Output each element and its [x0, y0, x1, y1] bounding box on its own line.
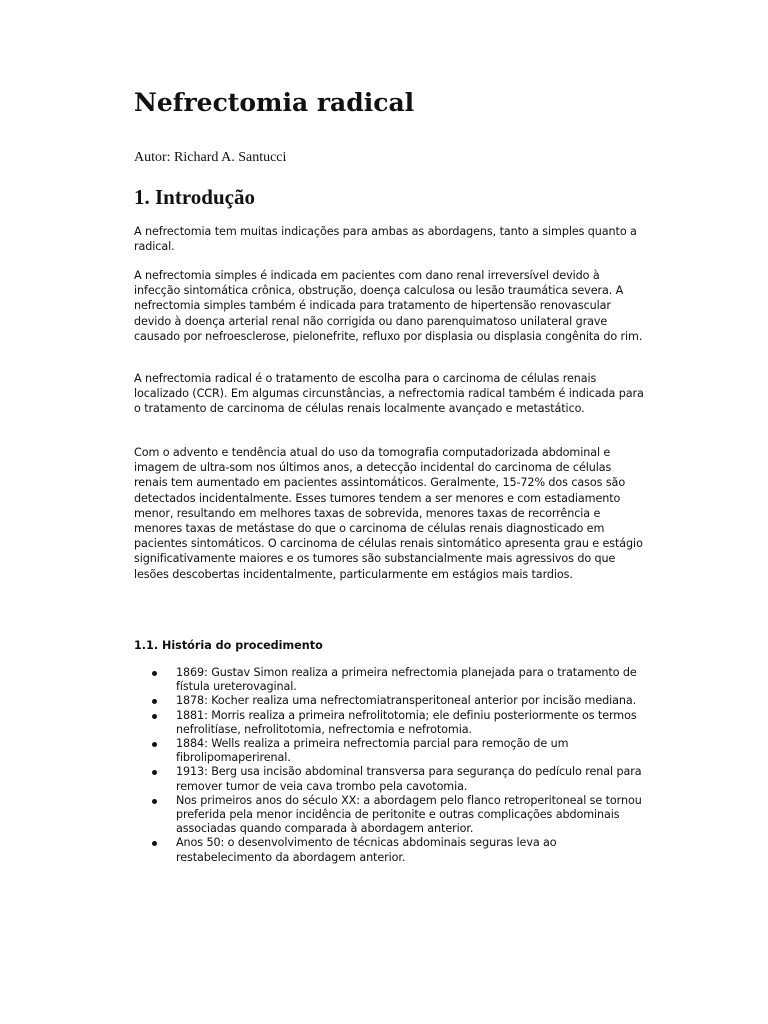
subsection-heading-historia: 1.1. História do procedimento: [134, 639, 323, 652]
author-line: Autor: Richard A. Santucci: [134, 150, 287, 165]
list-item: [134, 765, 644, 793]
bullet-icon: [152, 841, 157, 846]
list-item: [134, 737, 644, 765]
paragraph-indicacoes: A nefrectomia tem muitas indicações para ambas as abordagens, tanto a simples quanto a radical.: [134, 225, 637, 254]
list-item: [134, 709, 644, 737]
list-item: [134, 694, 644, 708]
bullet-icon: [152, 742, 157, 747]
list-item-text: 1913: Berg usa incisão abdominal transversa para segurança do pedículo renal para remover tumor de veia cava trombo pela cavotomia.: [176, 765, 642, 793]
section-heading-introducao: 1. Introdução: [134, 185, 255, 209]
paragraph-deteccao-incidental: Com o advento e tendência atual do uso da tomografia computadorizada abdominal e imagem de ultra-som nos últimos anos, a detecção incidental do carcinoma de células renais tem aumentado em pacientes assintomáticos. Geralmente, 15-72% dos casos são detectados incidentalmente. Esses tumores tendem a ser menores e com estadiamento menor, resultando em melhores taxas de sobrevida, menores taxas de recorrência e menores taxas de metástase do que o carcinoma de células renais diagnosticado em pacientes sintomáticos. O carcinoma de células renais sintomático apresenta grau e estágio significativamente maiores e os tumores são substancialmente mais agressivos do que lesões descobertas incidentalmente, particularmente em estágios mais tardios.: [134, 446, 643, 581]
bullet-icon: [152, 714, 157, 719]
list-item-text: 1878: Kocher realiza uma nefrectomiatransperitoneal anterior por incisão mediana.: [176, 694, 637, 708]
list-item: [134, 794, 644, 837]
list-item: [134, 836, 644, 864]
bullet-icon: [152, 671, 157, 676]
list-item-text: Anos 50: o desenvolvimento de técnicas abdominais seguras leva ao restabelecimento da abordagem anterior.: [176, 836, 557, 864]
list-item: [134, 666, 644, 694]
paragraph-nefrectomia-simples: A nefrectomia simples é indicada em pacientes com dano renal irreversível devido à infecção sintomática crônica, obstrução, doença calculosa ou lesão traumática severa. A nefrectomia simples também é indicada para tratamento de hipertensão renovascular devido à doença arterial renal não corrigida ou dano parenquimatoso unilateral grave causado por nefroesclerose, pielonefrite, refluxo por displasia ou displasia congênita do rim.: [134, 269, 643, 343]
list-item-text: Nos primeiros anos do século XX: a abordagem pelo flanco retroperitoneal se tornou preferida pela menor incidência de peritonite e outras complicações abdominais associadas quando comparada à abordagem anterior.: [176, 793, 642, 836]
bullet-icon: [152, 799, 157, 804]
document-title: Nefrectomia radical: [134, 88, 415, 117]
list-item-text: 1881: Morris realiza a primeira nefrolitotomia; ele definiu posteriormente os termos nefrolitíase, nefrolitotomia, nefrectomia e nefrotomia.: [176, 708, 637, 736]
list-item-text: 1884: Wells realiza a primeira nefrectomia parcial para remoção de um fibrolipomaperirenal.: [176, 737, 569, 765]
history-list: [134, 666, 644, 865]
bullet-icon: [152, 699, 157, 704]
list-item-text: 1869: Gustav Simon realiza a primeira nefrectomia planejada para o tratamento de fístula ureterovaginal.: [176, 666, 637, 694]
paragraph-nefrectomia-radical: A nefrectomia radical é o tratamento de escolha para o carcinoma de células renais localizado (CCR). Em algumas circunstâncias, a nefrectomia radical também é indicada para o tratamento de carcinoma de células renais localmente avançado e metastático.: [134, 372, 644, 416]
bullet-icon: [152, 770, 157, 775]
